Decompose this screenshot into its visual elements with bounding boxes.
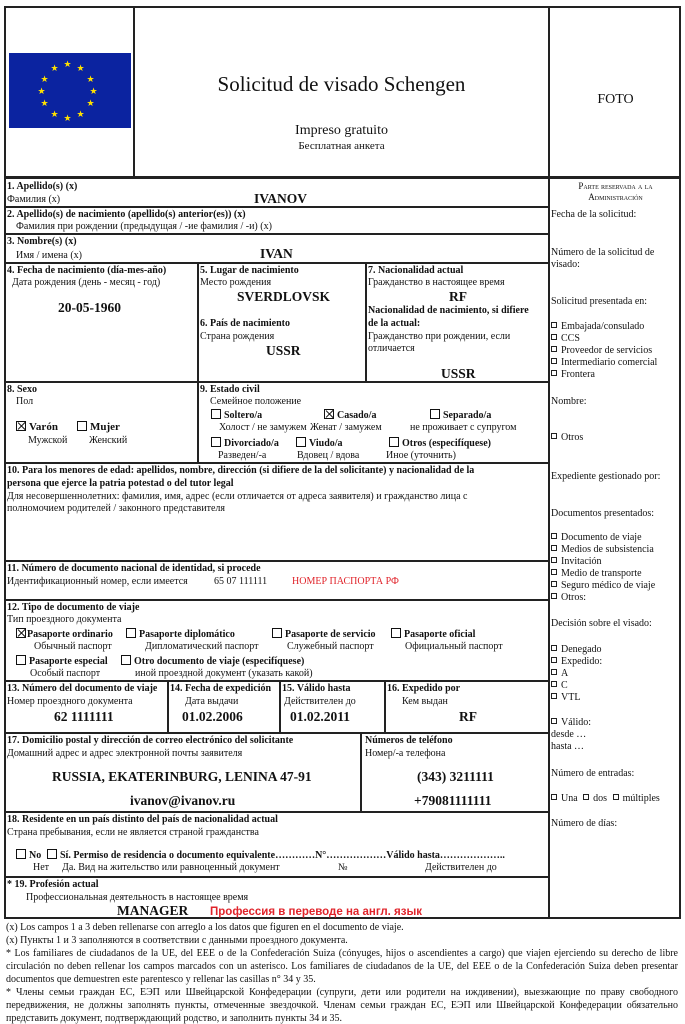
checkbox-icon[interactable]: [211, 409, 221, 419]
checkbox-icon: [551, 681, 557, 687]
checkbox-icon: [551, 334, 557, 340]
civil-option-other[interactable]: Otros (especifíquese): [389, 437, 491, 450]
checkbox-icon: [551, 794, 557, 800]
checkbox-icon[interactable]: [121, 655, 131, 665]
civil-option-divorced[interactable]: Divorciado/a: [211, 437, 279, 450]
birth-place-value[interactable]: SVERDLOVSK: [237, 289, 331, 304]
checkbox-icon: [551, 322, 557, 328]
checkbox-icon[interactable]: [389, 437, 399, 447]
checkbox-icon: [551, 346, 557, 352]
checkbox-icon[interactable]: [272, 628, 282, 638]
checkbox-icon: [551, 370, 557, 376]
doc-option-special[interactable]: Pasaporte especial: [16, 655, 108, 668]
birth-country-value[interactable]: USSR: [266, 343, 301, 358]
photo-placeholder: FOTO: [597, 92, 634, 107]
checkbox-icon: [583, 794, 589, 800]
phone-value-1[interactable]: (343) 3211111: [417, 769, 494, 784]
doc-option-other[interactable]: Otro documento de viaje (especifíquese): [121, 655, 304, 668]
checkbox-icon[interactable]: [211, 437, 221, 447]
national-id-value[interactable]: 65 07 111111: [214, 576, 268, 587]
checkbox-icon: [551, 557, 557, 563]
checkbox-icon: [613, 794, 619, 800]
subtitle-ru: Бесплатная анкета: [298, 140, 385, 152]
checkbox-checked-icon[interactable]: [324, 409, 334, 419]
birth-date-value[interactable]: 20-05-1960: [58, 300, 121, 315]
residence-option-no[interactable]: No: [16, 849, 41, 862]
checkbox-icon[interactable]: [430, 409, 440, 419]
page-title: Solicitud de visado Schengen: [217, 72, 466, 96]
checkbox-icon: [551, 593, 557, 599]
checkbox-icon[interactable]: [47, 849, 57, 859]
civil-option-married[interactable]: Casado/a: [324, 409, 376, 422]
checkbox-icon: [551, 693, 557, 699]
checkbox-icon[interactable]: [296, 437, 306, 447]
civil-option-separated[interactable]: Separado/a: [430, 409, 491, 422]
checkbox-icon[interactable]: [16, 849, 26, 859]
checkbox-icon[interactable]: [391, 628, 401, 638]
checkbox-icon[interactable]: [126, 628, 136, 638]
surname-value[interactable]: IVANOV: [254, 191, 308, 206]
nationality-value[interactable]: RF: [449, 289, 467, 304]
phone-value-2[interactable]: +79081111111: [414, 793, 492, 808]
birth-nationality-value[interactable]: USSR: [441, 366, 476, 381]
civil-option-widowed[interactable]: Viudo/a: [296, 437, 343, 450]
travel-doc-number-value[interactable]: 62 1111111: [54, 709, 114, 724]
checkbox-icon: [551, 581, 557, 587]
checkbox-icon: [551, 569, 557, 575]
sex-option-male[interactable]: Varón: [16, 421, 58, 434]
admin-column-divider: [548, 177, 550, 919]
doc-option-diplomatic[interactable]: Pasaporte diplomático: [126, 628, 235, 641]
sex-option-female[interactable]: Mujer: [77, 421, 120, 434]
checkbox-checked-icon[interactable]: [16, 628, 26, 638]
issue-date-value[interactable]: 01.02.2006: [182, 709, 243, 724]
first-name-value[interactable]: IVAN: [260, 246, 293, 261]
checkbox-icon: [551, 669, 557, 675]
checkbox-icon: [551, 433, 557, 439]
checkbox-icon: [551, 358, 557, 364]
checkbox-checked-icon[interactable]: [16, 421, 26, 431]
checkbox-icon[interactable]: [16, 655, 26, 665]
doc-option-service[interactable]: Pasaporte de servicio: [272, 628, 376, 641]
admin-title: Parte reservada a la Administración: [578, 181, 653, 203]
checkbox-icon: [551, 718, 557, 724]
checkbox-icon: [551, 545, 557, 551]
profession-value[interactable]: MANAGER: [117, 903, 189, 918]
national-id-note: НОМЕР ПАСПОРТА РФ: [292, 576, 399, 587]
civil-option-single[interactable]: Soltero/a: [211, 409, 262, 422]
checkbox-icon: [551, 645, 557, 651]
doc-option-ordinary[interactable]: Pasaporte ordinario: [16, 628, 113, 641]
residence-option-yes[interactable]: Sí. Permiso de residencia o documento equivalente…………N°………………Válido hasta………………..: [47, 849, 505, 862]
valid-until-value[interactable]: 01.02.2011: [290, 709, 351, 724]
eu-flag-icon: ★ ★ ★ ★ ★ ★ ★ ★ ★ ★ ★ ★: [9, 53, 131, 128]
issued-by-value[interactable]: RF: [459, 709, 477, 724]
email-value[interactable]: ivanov@ivanov.ru: [130, 793, 236, 808]
profession-note: Профессия в переводе на англ. язык: [210, 906, 423, 918]
address-value[interactable]: RUSSIA, EKATERINBURG, LENINA 47-91: [52, 769, 312, 784]
checkbox-icon: [551, 657, 557, 663]
subtitle-es: Impreso gratuito: [295, 123, 388, 138]
doc-option-official[interactable]: Pasaporte oficial: [391, 628, 475, 641]
checkbox-icon[interactable]: [77, 421, 87, 431]
checkbox-icon: [551, 533, 557, 539]
